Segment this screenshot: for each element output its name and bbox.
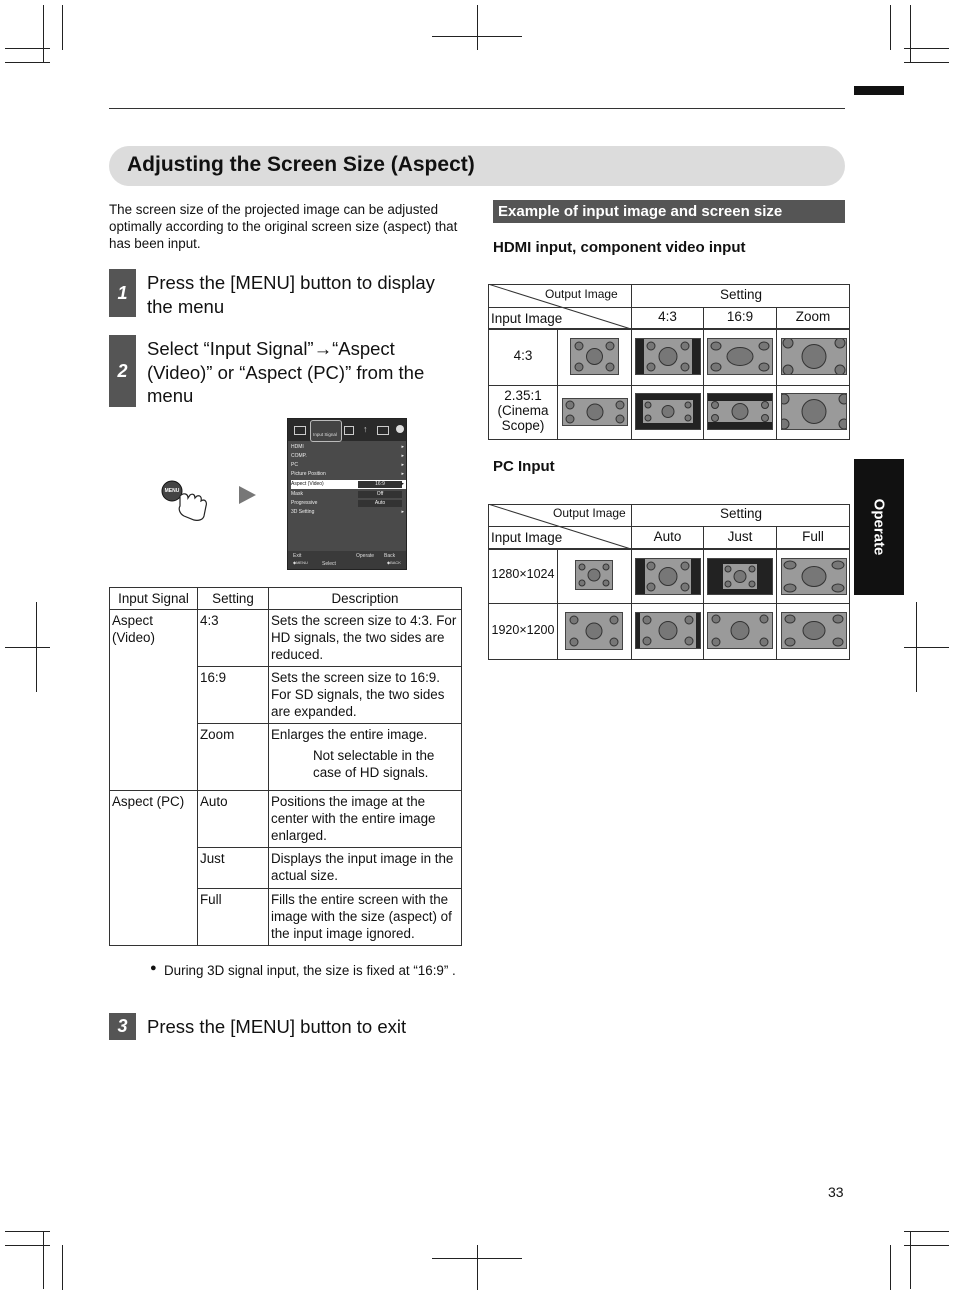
description-cell: Sets the screen size to 16:9. For SD signals, the two sides are expanded. — [269, 667, 462, 724]
setting-cell: Auto — [198, 791, 269, 848]
example-section-heading: Example of input image and screen size — [493, 200, 845, 223]
setup-icon — [377, 426, 389, 435]
aspect-thumbnail — [707, 558, 773, 595]
crop-mark — [36, 602, 37, 692]
crop-mark — [5, 1231, 50, 1232]
description-cell: Displays the input image in the actual size. — [269, 848, 462, 889]
aspect-thumbnail — [781, 338, 847, 375]
crop-mark — [890, 1245, 891, 1290]
crop-mark — [890, 5, 891, 50]
setting-cell: 16:9 — [198, 667, 269, 724]
osd-item-selected: Aspect (Video) 16:9 ▸ — [291, 481, 404, 487]
aspect-thumbnail — [575, 560, 613, 590]
input-image-label: Input Image — [491, 530, 563, 545]
input-signal-cell: Aspect (Video) — [110, 610, 198, 791]
hdmi-heading: HDMI input, component video input — [493, 239, 746, 256]
info-icon — [396, 425, 404, 433]
row-header: 1280×1024 — [491, 567, 555, 581]
operate-side-tab — [854, 459, 904, 595]
step-text: Press the [MENU] button to exit — [147, 1016, 407, 1037]
crop-mark — [43, 1232, 44, 1289]
aspect-thumbnail — [565, 612, 623, 650]
input-signal-icon — [310, 420, 342, 442]
osd-menu-screenshot — [287, 418, 407, 570]
column-header: 4:3 — [658, 309, 677, 324]
step-number: 2 — [109, 335, 136, 407]
table-header: Input Signal — [110, 588, 198, 610]
crop-mark — [62, 5, 63, 50]
step-text: Press the [MENU] button to display the menu — [147, 272, 435, 317]
row-header: 2.35:1 (Cinema Scope) — [497, 388, 549, 433]
crop-mark — [62, 1245, 63, 1290]
osd-tab-label: Input Signal — [313, 432, 337, 437]
osd-item: Picture Position ▸ — [291, 471, 404, 477]
table-header: Setting — [198, 588, 269, 610]
crop-mark — [904, 1231, 949, 1232]
arrow-right-icon — [239, 486, 256, 504]
table-header: Description — [269, 588, 462, 610]
osd-item: PC ▸ — [291, 462, 404, 468]
table-row — [110, 610, 462, 667]
crop-mark — [477, 5, 478, 50]
page-number: 33 — [828, 1184, 844, 1200]
bullet-note: During 3D signal input, the size is fixed at “16:9” . — [164, 963, 456, 978]
column-header: 16:9 — [726, 309, 754, 324]
crop-mark — [43, 5, 44, 62]
aspect-thumbnail — [570, 338, 619, 375]
aspect-thumbnail — [562, 398, 628, 426]
aspect-thumbnail — [635, 393, 701, 430]
description-note: Not selectable in the case of HD signals. — [313, 748, 435, 780]
crop-mark — [477, 1245, 478, 1290]
osd-item: Mask Off — [291, 490, 406, 499]
aspect-settings-table — [109, 587, 462, 946]
page-title: Adjusting the Screen Size (Aspect) — [127, 153, 475, 176]
aspect-thumbnail — [707, 338, 773, 375]
osd-item: 3D Setting ▸ — [291, 509, 404, 515]
row-header: 4:3 — [513, 348, 533, 363]
setting-cell: Full — [198, 889, 269, 946]
menu-button-label: MENU — [164, 488, 180, 494]
osd-item: COMP. ▸ — [291, 453, 404, 459]
description-text: Enlarges the entire image. — [271, 727, 428, 742]
column-header: Just — [727, 529, 753, 544]
aspect-thumbnail — [707, 393, 773, 430]
setting-label: Setting — [719, 506, 763, 521]
column-header: Zoom — [795, 309, 831, 324]
step-number: 3 — [109, 1013, 136, 1040]
aspect-thumbnail — [635, 338, 701, 375]
step-text: Select “Input Signal”→“Aspect (Video)” or “Aspect (PC)” from the menu — [147, 338, 425, 406]
output-image-label: Output Image — [553, 506, 626, 520]
osd-item: Progressive Auto — [291, 499, 406, 508]
hand-press-illustration — [160, 478, 212, 522]
header-marker — [854, 86, 904, 95]
description-cell: Fills the entire screen with the image with the size (aspect) of the input image ignored. — [269, 889, 462, 946]
column-header: Auto — [653, 529, 682, 544]
function-icon: ↑ — [363, 424, 368, 434]
osd-tab-bar — [288, 419, 406, 441]
setting-label: Setting — [719, 287, 763, 302]
picture-icon — [294, 426, 306, 435]
crop-mark — [910, 1232, 911, 1289]
column-header: Full — [802, 529, 824, 544]
aspect-thumbnail — [781, 558, 847, 595]
input-image-label: Input Image — [491, 311, 563, 326]
setting-cell: 4:3 — [198, 610, 269, 667]
step-number: 1 — [109, 269, 136, 317]
installation-icon — [344, 426, 354, 435]
crop-mark — [916, 602, 917, 692]
crop-mark — [904, 647, 949, 648]
description-cell — [269, 724, 462, 791]
row-header: 1920×1200 — [491, 623, 555, 637]
description-cell: Sets the screen size to 4:3. For HD signals, the two sides are reduced. — [269, 610, 462, 667]
pc-input-heading: PC Input — [493, 458, 555, 475]
aspect-thumbnail — [635, 558, 701, 595]
aspect-thumbnail — [781, 393, 847, 430]
osd-footer: Exit ◆MENU Select Operate Back ◆BACK — [288, 551, 406, 569]
intro-text: The screen size of the projected image can be adjusted optimally according to the original screen size (aspect) that has been input. — [109, 202, 458, 251]
aspect-thumbnail — [635, 612, 701, 649]
setting-cell: Just — [198, 848, 269, 889]
setting-cell: Zoom — [198, 724, 269, 791]
table-row — [110, 791, 462, 848]
input-signal-cell: Aspect (PC) — [110, 791, 198, 946]
header-rule — [109, 108, 845, 109]
crop-mark — [904, 62, 949, 63]
title-bar — [109, 146, 845, 186]
crop-mark — [5, 647, 50, 648]
side-tab-label: Operate — [870, 498, 888, 556]
aspect-thumbnail — [707, 612, 773, 649]
aspect-thumbnail — [781, 612, 847, 649]
osd-item: HDMI ▸ — [291, 444, 404, 450]
bullet-icon: ● — [150, 962, 157, 974]
output-image-label: Output Image — [545, 287, 618, 301]
crop-mark — [5, 62, 50, 63]
table-header-row — [110, 588, 462, 610]
description-cell: Positions the image at the center with the entire image enlarged. — [269, 791, 462, 848]
crop-mark — [910, 5, 911, 62]
